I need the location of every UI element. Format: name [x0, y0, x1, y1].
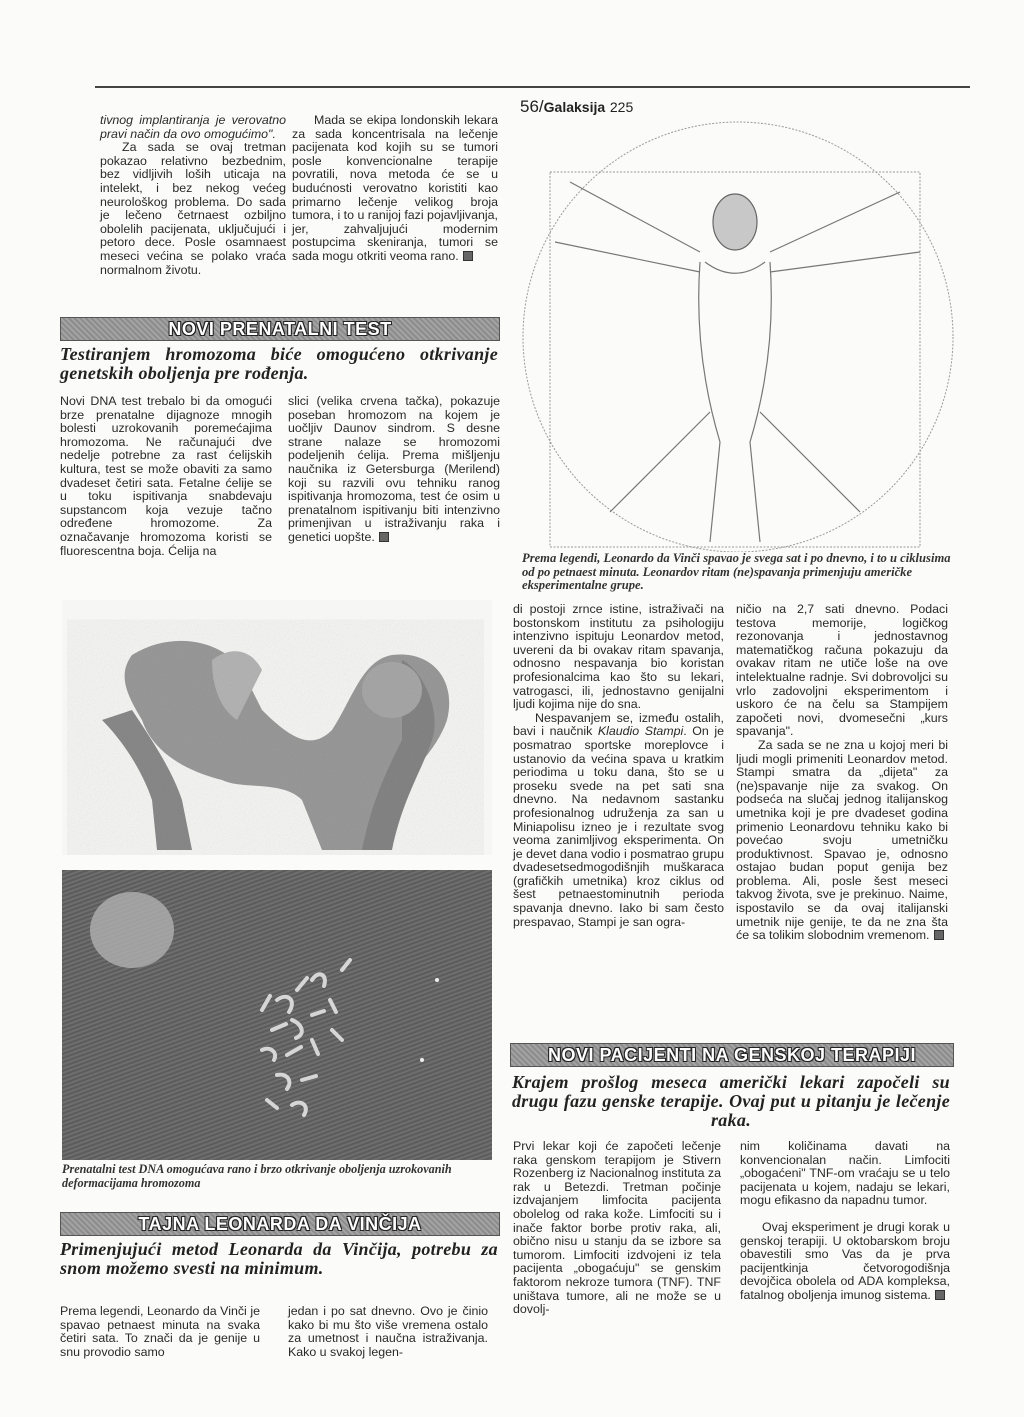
end-mark-icon	[935, 1290, 945, 1300]
leonardo-column-1: Prema legendi, Leonardo da Vinči je spavao petnaest minuta na svaka četiri sata. To znači da je genije u snu provodio samo	[60, 1304, 260, 1359]
page-folio: 56/Galaksija 225	[520, 97, 634, 116]
photo-chromosomes	[62, 870, 492, 1160]
end-mark-icon	[379, 532, 389, 542]
scientist-name: Klaudio Stampi	[597, 724, 684, 739]
photo-baby	[62, 600, 492, 855]
header-rule	[95, 86, 970, 88]
section-banner-leonardo	[60, 1212, 500, 1236]
prenatal-column-2: slici (velika crvena tačka), pokazuje poseban hromozom na kojem je uočljiv Daunov sindrom. S desne strane nalaze se hromozomi podeljenih ćelija. Prema mišljenju naučnika iz Getersburga (Merilend) koji su razvili ovu tehniku ranog ispitivanja hromozoma, test će osim u prenatalnom ispitivanju biti intenzivno primenjivan u istraživanju raka i genetici uopšte.	[288, 394, 500, 544]
page-number: 56	[520, 97, 539, 116]
chromosome-cluster	[262, 960, 350, 1115]
caption-prenatal: Prenatalni test DNA omogućava rano i brzo otkrivanje oboljenja uzrokovanih deformacijama hromozoma	[62, 1162, 452, 1190]
end-mark-icon	[934, 930, 944, 940]
gene-column-1: Prvi lekar koji će započeti lečenje raka genskom terapijom je Stivern Rozenberg iz Nacionalnog instituta za rak u Betezdi. Tretman počinje izdvajanjem limfocita pacijenta obolelog od raka kože. Limfociti su i inače faktor borbe protiv raka, ali, obično nisu u stanju da se izbore sa tumorom. Limfociti izdvojeni iz tela pacijenta „obogaćuju" se genskim faktorom nekroze tumora (TNF). TNF uništava tumore, ali ne može se u dovolj-	[513, 1139, 722, 1317]
intro-paragraph: Za sada se ovaj tretman pokazao relativno bezbednim, bez vidljivih loših uticaja na intelekt, i bez nekog većeg neurološkog problema. Do sada je lečeno četrnaest ozbiljno obolelih pacijenata, uključujući i petoro dece. Posle osamnaest meseci većina se polako vraća normalnom životu.	[100, 140, 286, 277]
chromosome-fluorescence-illustration	[62, 870, 492, 1160]
baby-in-hands-illustration	[62, 600, 492, 855]
intro-column-2	[292, 114, 498, 264]
intro-paragraph-2: Mada se ekipa londonskih lekara za sada koncentrisala na lečenje pacijenata kod kojih su se tumori posle konvencionalne terapije povratili, nova metoda će se u budućnosti verovatno koristiti kao primarno lečenje velikog broja tumora, i to u ranijoj fazi pojavljivanja, jer, zahvaljujući modernim postupcima skeniranja, tumori se sada mogu otkriti veoma rano.	[292, 113, 498, 263]
leonardo-column-3: di postoji zrnce istine, istraživači na bostonskom institutu za psihologiju intenzivno ispituju Leonardov metod, uvereni da bi ovakav ritam spavanja, odnosno nespavanja bio koristan profesionalcima kao što su lekari, vatrogasci, ili, jednostavno genijalni ljudi kojima nije do sna. Nespavanjem se, između ostalih, bavi i naučnik Klaudio Stampi. On je posmatrao sportske moreplovce i ustanovio da većina spava u kratkim periodima u toku dana, što se u proseku svede na pet sati sna dnevno. Na nedavnom sastanku profesionalnog udruženja za san u Miniapolisu izneo je i rezultate svog veoma zanimljivog eksperimenta. On je devet dana vodio i posmatrao grupu dvadesetsedmogodišnjih muškaraca (grafičkih umetnika) kroz ciklus od šest petnaestominutnih perioda spavanja dnevno. Iako bi sam često prespavao, Stampi je san ogra-	[513, 602, 724, 929]
leonardo-column-2: jedan i po sat dnevno. Ovo je činio kako bi mu što više vremena ostalo za umetnost i naučna istraživanja. Kako u svakoj legen-	[288, 1304, 488, 1359]
section-title: TAJNA LEONARDA DA VINČIJA	[138, 1213, 422, 1234]
magazine-name: Galaksija	[543, 99, 606, 115]
section-banner-gene-therapy	[510, 1043, 954, 1067]
section-title: NOVI PRENATALNI TEST	[168, 318, 392, 339]
leonardo-column-4: ničio na 2,7 sati dnevno. Podaci testova memorije, logičkog rezonovanja i jednostavnog matematičkog računa pokazuju da ovakav ritam ne utiče loše na ove intelektualne radnje. Svi dobrovoljci su vrlo zadovoljni eksperimentom i uskoro će na čelu sa Stampijem započeti novi, dvomesečni „kurs spavanja". Za sada se ne zna u kojoj meri bi ljudi mogli primeniti Leonardov metod. Stampi smatra da „dijeta" za (ne)spavanje nije za svakog. On podseća na slučaj jednog italijanskog umetnika koji je pre dvadeset godina primenio Leonardovu tehniku kako bi povećao svoju umetničku produktivnost. Spavao je, odnosno ostajao budan poput genija bez problema. Ali, posle šest meseci takvog života, sve je prekinuo. Naime, ispostavilo se da ovaj italijanski umetnik nije genije, te da ne zna šta će sa tolikim slobodnim vremenom.	[736, 602, 948, 943]
lead-gene-therapy: Krajem prošlog meseca američki lekari započeli su drugu fazu genske terapije. Ovaj put u pitanju je lečenje raka.	[512, 1072, 950, 1130]
lead-prenatal: Testiranjem hromozoma biće omogućeno otkrivanje genetskih oboljenja pre rođenja.	[60, 344, 498, 383]
prenatal-column-1: Novi DNA test trebalo bi da omogući brze prenatalne dijagnoze mnogih bolesti uzrokovanih poremećajima hromozoma. Ne računajući dve nedelje potrebne za rast ćelijskih kultura, test se može obaviti za samo dvadeset četiri sata. Fetalne ćelije se u toku ispitivanja snabdevaju supstancom koja vezuje tačno određene hromozome. Za označavanje hromozoma koristi se fluorescentna boja. Ćelija na	[60, 394, 272, 558]
image-vitruvian-man	[510, 112, 965, 552]
section-title: NOVI PACIJENTI NA GENSKOJ TERAPIJI	[547, 1044, 917, 1065]
nucleus-dot	[90, 892, 174, 968]
gene-column-2: nim količinama davati na konvencionalan način. Limfociti „obogaćeni" TNF-om vraćaju se u telo pacijenata u kojem, nadaju se lekari, mogu efikasno da napadnu tumor. Ovaj eksperiment je drugi korak u genskoj terapiji. U oktobarskom broju obavestili smo Vas da je prva pacijentkinja četvorogodišnja devojčica obolela od ADA kompleksa, fatalnog oboljenja imunog sistema.	[740, 1139, 950, 1302]
lead-leonardo: Primenjujući metod Leonarda da Vinčija, potrebu za snom možemo svesti na minimum.	[60, 1239, 498, 1278]
intro-quote: tivnog implantiranja je verovatno pravi način da ovo omogućimo".	[100, 113, 286, 141]
end-mark-icon	[463, 251, 473, 261]
section-banner-prenatal	[60, 317, 500, 341]
caption-leonardo: Prema legendi, Leonardo da Vinči spavao je svega sat i po dnevno, i to u ciklusima od po petnaest minuta. Leonardov ritam (ne)spavanja primenjuju američke eksperimentalne grupe.	[522, 551, 951, 592]
intro-column-1	[100, 114, 286, 277]
issue-number: 225	[609, 99, 634, 115]
vitruvian-man-drawing	[510, 112, 965, 552]
